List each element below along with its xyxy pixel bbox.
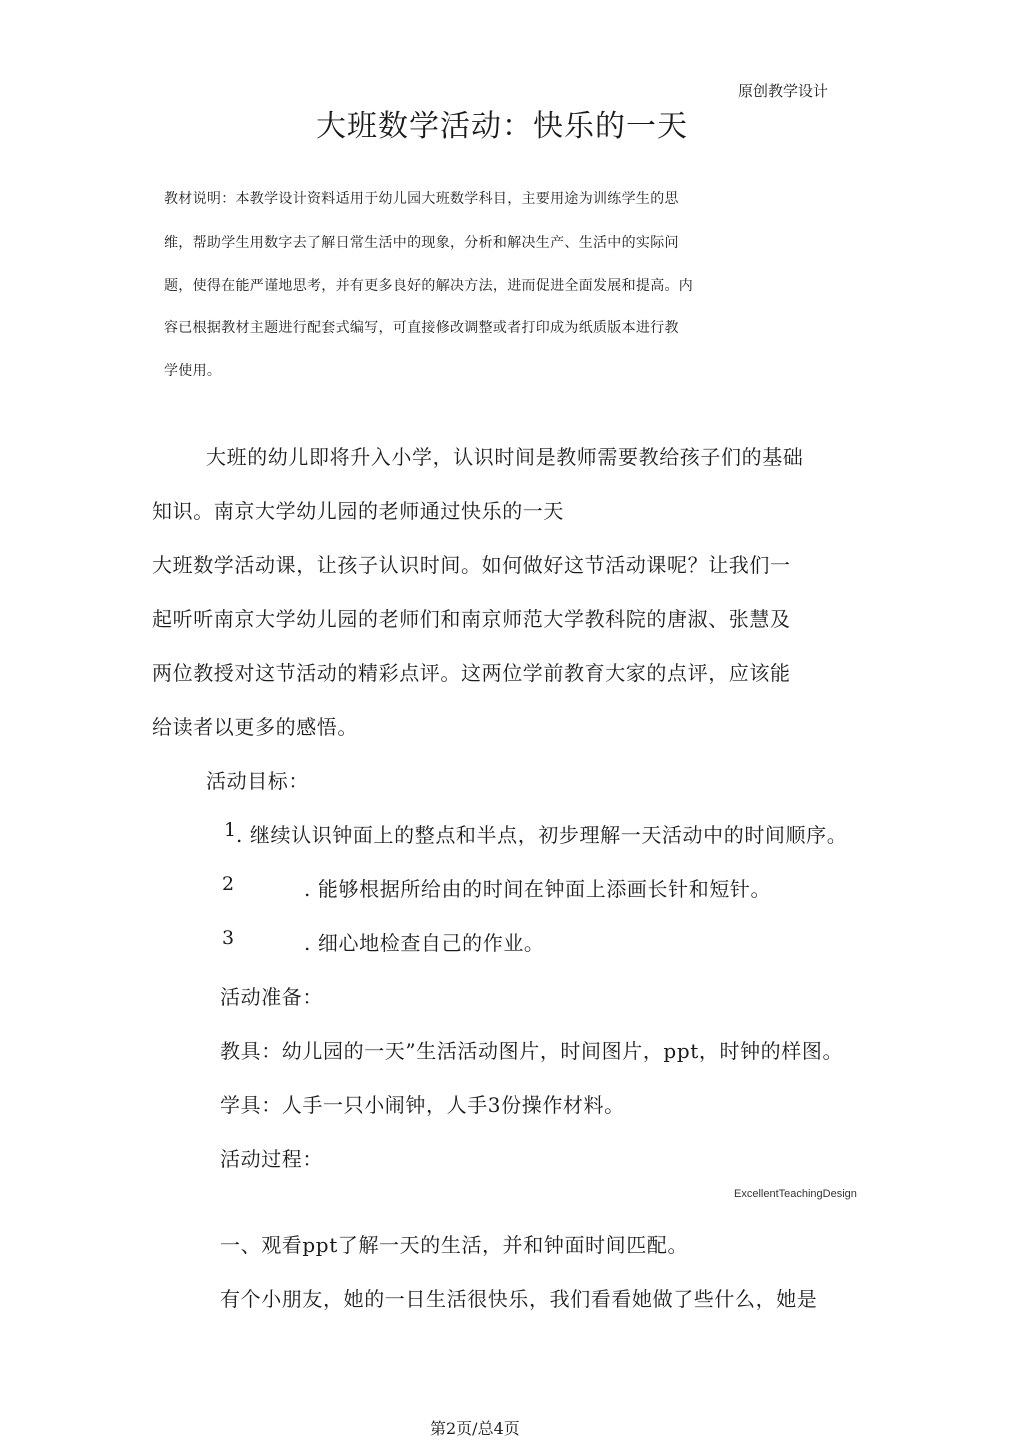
goal-number: 2 xyxy=(222,873,235,895)
process-line: 有个小朋友，她的一日生活很快乐，我们看看她做了些什么，她是 xyxy=(220,1287,818,1311)
goals-heading: 活动目标： xyxy=(206,769,309,793)
paragraph-line: 知识。南京大学幼儿园的老师通过快乐的一天 xyxy=(152,499,564,523)
header-note: 原创教学设计 xyxy=(738,82,829,100)
prep-line: 教具：幼儿园的一天”生活活动图片，时间图片，ppt，时钟的样图。 xyxy=(220,1039,844,1063)
goal-number: 1 xyxy=(224,819,237,841)
process-line: 一、观看ppt了解一天的生活，并和钟面时间匹配。 xyxy=(220,1233,689,1257)
intro-line: 容已根据教材主题进行配套式编写，可直接修改调整或者打印成为纸质版本进行教 xyxy=(164,320,679,336)
paragraph-line: 大班的幼儿即将升入小学，认识时间是教师需要教给孩子们的基础 xyxy=(206,445,804,469)
intro-line: 维，帮助学生用数字去了解日常生活中的现象，分析和解决生产、生活中的实际问 xyxy=(164,235,679,251)
paragraph-line: 起听听南京大学幼儿园的老师们和南京师范大学教科院的唐淑、张慧及 xyxy=(152,607,791,631)
paragraph-line: 两位教授对这节活动的精彩点评。这两位学前教育大家的点评，应该能 xyxy=(152,661,791,685)
goal-text: . 细心地检查自己的作业。 xyxy=(304,931,545,955)
page-number: 第2页/总4页 xyxy=(430,1419,520,1438)
prep-heading: 活动准备： xyxy=(220,985,323,1009)
goal-text: . 继续认识钟面上的整点和半点，初步理解一天活动中的时间顺序。 xyxy=(236,823,848,847)
goal-text: . 能够根据所给由的时间在钟面上添画长针和短针。 xyxy=(304,877,772,901)
footer-tag: ExcellentTeachingDesign xyxy=(734,1188,857,1200)
paragraph-line: 给读者以更多的感悟。 xyxy=(152,715,358,739)
goal-number: 3 xyxy=(222,927,235,949)
document-title: 大班数学活动：快乐的一天 xyxy=(316,109,688,144)
process-heading: 活动过程： xyxy=(220,1147,323,1171)
intro-line: 学使用。 xyxy=(164,363,222,379)
intro-line: 教材说明：本教学设计资料适用于幼儿园大班数学科目，主要用途为训练学生的思 xyxy=(164,191,679,207)
prep-line: 学具：人手一只小闹钟，人手3份操作材料。 xyxy=(220,1093,625,1117)
paragraph-line: 大班数学活动课，让孩子认识时间。如何做好这节活动课呢？让我们一 xyxy=(152,553,791,577)
intro-line: 题，使得在能严谨地思考，并有更多良好的解决方法，进而促进全面发展和提高。内 xyxy=(164,278,694,294)
